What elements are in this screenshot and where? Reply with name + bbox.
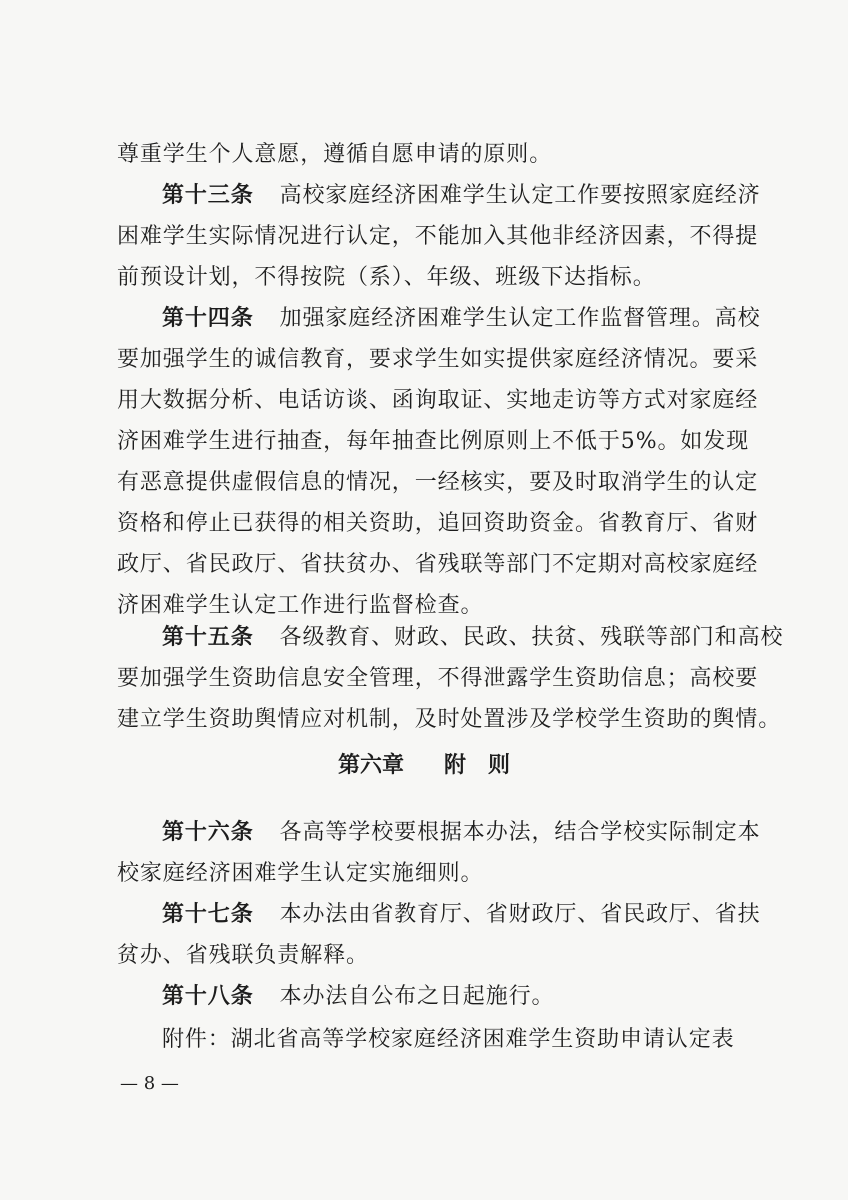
article-13-title: 第十三条 — [162, 182, 254, 208]
paragraph-line: 济困难学生认定工作进行监督检查。 — [117, 593, 484, 618]
article-18-first-line — [162, 979, 848, 1010]
paragraph-line: 济困难学生进行抽查，每年抽查比例原则上不低于5%。如发现 — [117, 429, 750, 454]
paragraph-line: 建立学生资助舆情应对机制，及时处置涉及学校学生资助的舆情。 — [117, 707, 782, 732]
paragraph-line: 要加强学生资助信息安全管理，不得泄露学生资助信息；高校要 — [117, 666, 759, 691]
article-16-first-line — [162, 815, 848, 846]
paragraph-line: 用大数据分析、电话访谈、函询取证、实地走访等方式对家庭经 — [117, 388, 759, 413]
article-17-first-line — [162, 897, 848, 928]
paragraph-line: 本办法自公布之日起施行。 — [279, 984, 555, 1009]
article-14-first-line — [162, 301, 848, 332]
paragraph-line: 资格和停止已获得的相关资助，追回资助资金。省教育厅、省财 — [117, 511, 759, 536]
paragraph-line: 政厅、省民政厅、省扶贫办、省残联等部门不定期对高校家庭经 — [117, 552, 759, 577]
article-14-title: 第十四条 — [162, 305, 254, 331]
paragraph-line: 校家庭经济困难学生认定实施细则。 — [117, 861, 484, 886]
article-15-first-line — [162, 620, 848, 651]
paragraph-line: 各级教育、财政、民政、扶贫、残联等部门和高校 — [279, 625, 784, 650]
article-13-first-line — [162, 178, 848, 209]
article-18-title: 第十八条 — [162, 983, 254, 1009]
article-17-title: 第十七条 — [162, 901, 254, 927]
paragraph-line: 要加强学生的诚信教育，要求学生如实提供家庭经济情况。要采 — [117, 347, 759, 372]
paragraph-line: 各高等学校要根据本办法，结合学校实际制定本 — [279, 820, 761, 845]
chapter-label: 第六章 — [337, 752, 404, 778]
paragraph-line: 本办法由省教育厅、省财政厅、省民政厅、省扶 — [279, 902, 761, 927]
page-number: — 8 — — [120, 1073, 179, 1094]
paragraph-line: 困难学生实际情况进行认定，不能加入其他非经济因素，不得提 — [117, 224, 759, 249]
chapter-name: 附 则 — [444, 752, 511, 778]
paragraph-line: 前预设计划，不得按院（系）、年级、班级下达指标。 — [117, 265, 656, 290]
paragraph-line: 有恶意提供虚假信息的情况，一经核实，要及时取消学生的认定 — [117, 470, 759, 495]
paragraph-line: 高校家庭经济困难学生认定工作要按照家庭经济 — [279, 183, 761, 208]
article-15-title: 第十五条 — [162, 624, 254, 650]
paragraph-line: 贫办、省残联负责解释。 — [117, 943, 369, 968]
paragraph-line: 加强家庭经济困难学生认定工作监督管理。高校 — [279, 306, 761, 331]
article-16-title: 第十六条 — [162, 819, 254, 845]
attachment-note: 附件：湖北省高等学校家庭经济困难学生资助申请认定表 — [162, 1027, 735, 1052]
paragraph-line: 尊重学生个人意愿，遵循自愿申请的原则。 — [117, 142, 553, 167]
chapter-heading — [0, 748, 848, 779]
